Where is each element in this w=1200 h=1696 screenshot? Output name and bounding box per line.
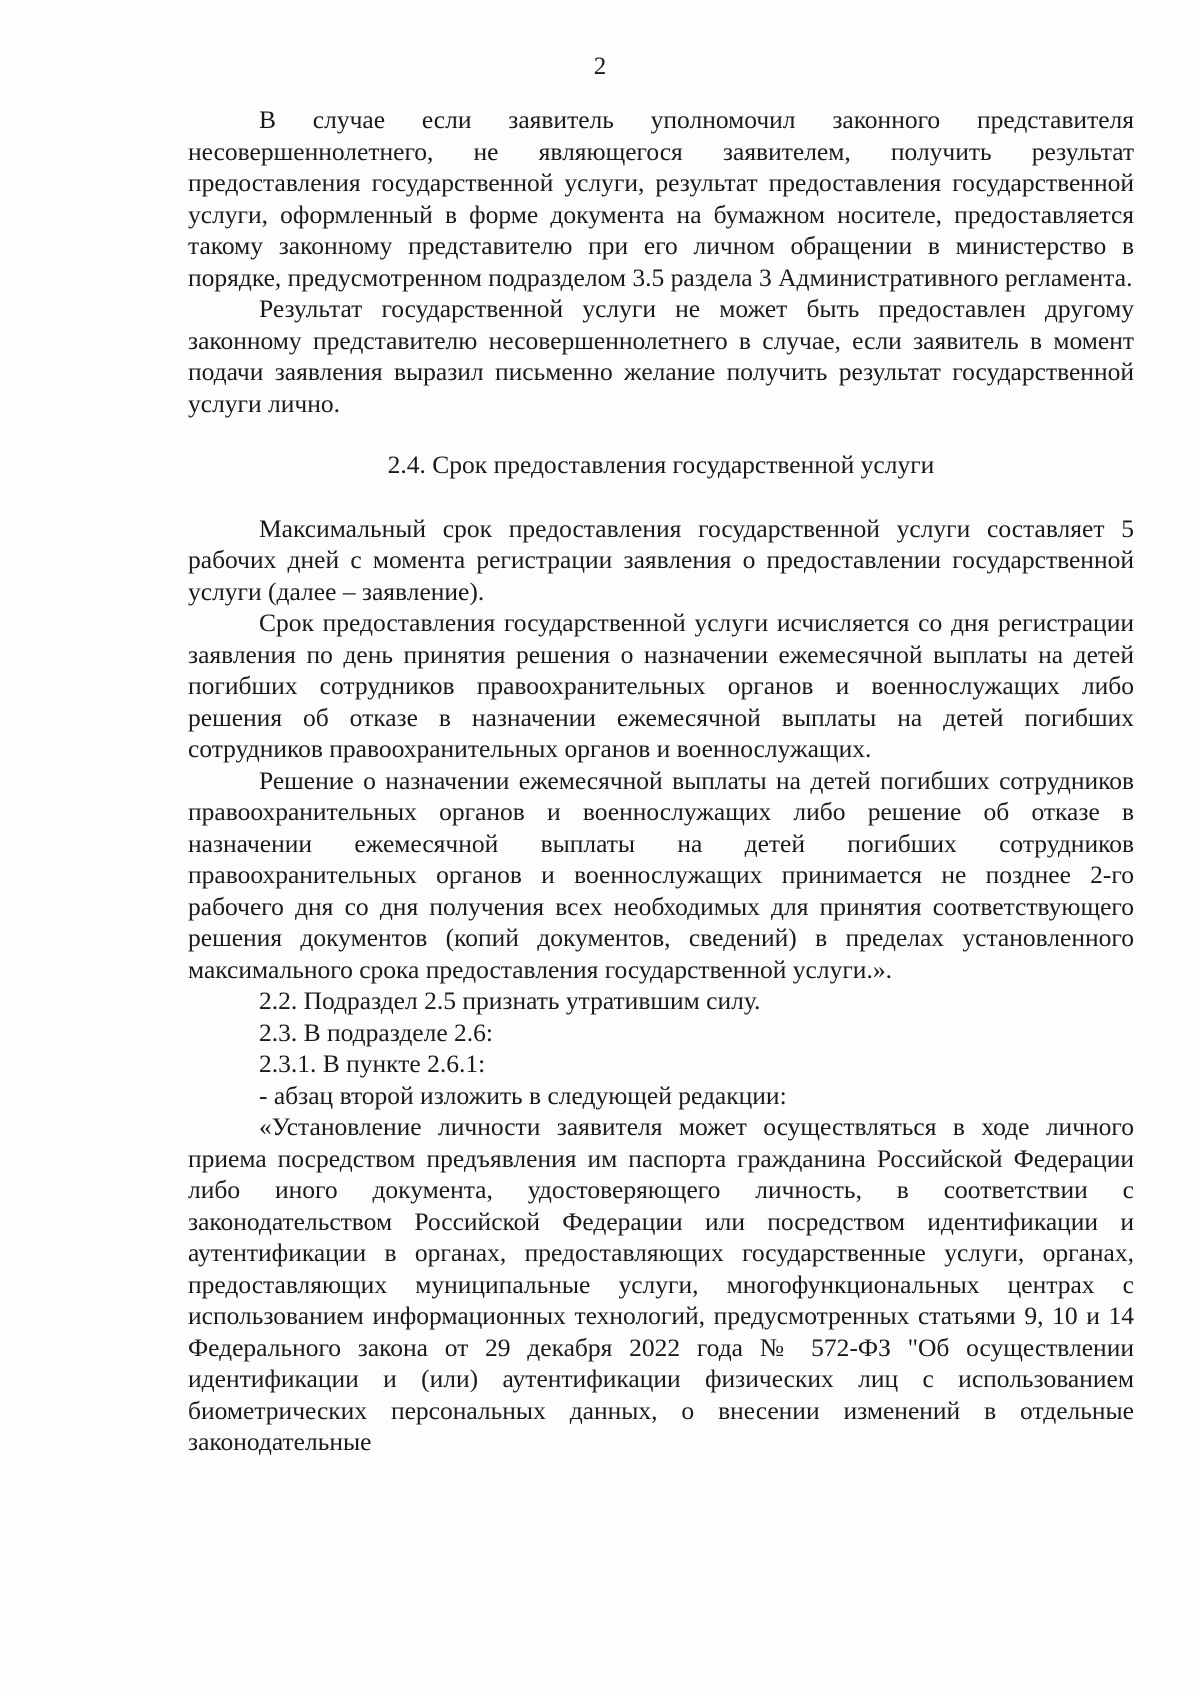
paragraph-abzac-second: - абзац второй изложить в следующей редакции: — [259, 1080, 787, 1110]
paragraph-max-term: Максимальный срок предоставления государственной услуги составляет 5 рабочих дней с момента регистрации заявления о предоставлении государственной услуги (далее – заявление). — [188, 513, 1134, 606]
paragraph-subsection-2-5: 2.2. Подраздел 2.5 признать утратившим силу. — [259, 986, 761, 1015]
paragraph-decision: Решение о назначении ежемесячной выплаты на детей погибших сотрудников правоохранительных органов и военнослужащих либо решение об отказе в назначении ежемесячной выплаты на детей погибших сотрудников правоохранительных органов и военнослужащих принимается не позднее 2-го рабочего дня со дня получения всех необходимых для принятия соответствующего решения документов (копий документов, сведений) в пределах установленного максимального срока предоставления государственной услуги.». — [188, 765, 1134, 984]
paragraph-term-calculation: Срок предоставления государственной услуги исчисляется со дня регистрации заявления по день принятия решения о назначении ежемесячной выплаты на детей погибших сотрудников правоохранительных органов и военнослужащих либо решения об отказе в назначении ежемесячной выплаты на детей погибших сотрудников правоохранительных органов и военнослужащих. — [188, 608, 1134, 763]
paragraph-item-2-6-1: 2.3.1. В пункте 2.6.1: — [259, 1049, 486, 1078]
paragraph-subsection-2-6: 2.3. В подразделе 2.6: — [259, 1017, 493, 1047]
document-body — [188, 104, 1134, 1458]
section-heading-2-4: 2.4. Срок предоставления государственной услуги — [387, 450, 935, 479]
page-number: 2 — [593, 53, 607, 80]
paragraph-identity-verification: «Установление личности заявителя может осуществляться в ходе личного приема посредством предъявления им паспорта гражданина Российской Федерации либо иного документа, удостоверяющего личность, в соответствии с законодательством Российской Федерации или посредством идентификации и аутентификации в органах, предоставляющих государственные услуги, органах, предоставляющих муниципальные услуги, многофункциональных центрах с использованием информационных технологий, предусмотренных статьями 9, 10 и 14 Федерального закона от 29 декабря 2022 года № 572-ФЗ "Об осуществлении идентификации и (или) аутентификации физических лиц с использованием биометрических персональных данных, о внесении изменений в отдельные законодательные — [188, 1112, 1134, 1456]
paragraph-result-personally: Результат государственной услуги не может быть предоставлен другому законному представителю несовершеннолетнего в случае, если заявитель в момент подачи заявления выразил письменно желание получить результат государственной услуги лично. — [188, 294, 1134, 418]
paragraph-legal-representative: В случае если заявитель уполномочил законного представителя несовершеннолетнего, не являющегося заявителем, получить результат предоставления государственной услуги, результат предоставления государственной услуги, оформленный в форме документа на бумажном носителе, предоставляется такому законному представителю при его личном обращении в министерство в порядке, предусмотренном подразделом 3.5 раздела 3 Административного регламента. — [188, 105, 1134, 292]
